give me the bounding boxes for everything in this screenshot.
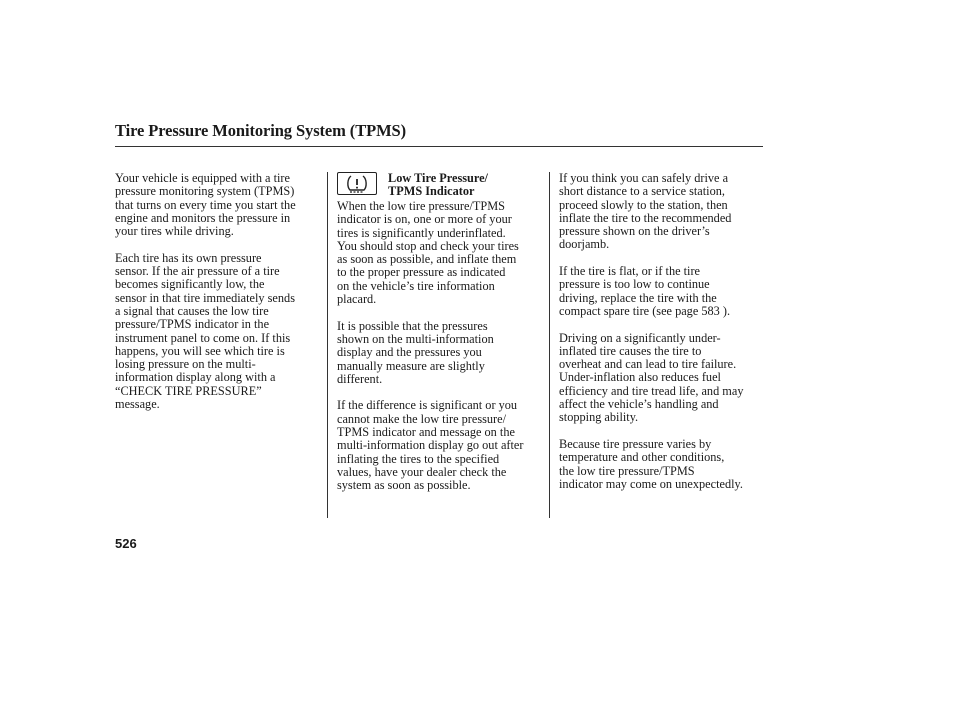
paragraph-drive-to-station: If you think you can safely drive a short distance to a service station, proceed slowly to the station, then inflate the tire to the recommended pressure shown on the driver’s doorjamb. — [559, 171, 732, 252]
paragraph-underinflation-warning: Driving on a significantly under- inflated tire causes the tire to overheat and can lead to tire failure. Under-inflation also reduces fuel efficiency and tire tread life, and may affect the vehicle’s handling and stopping ability. — [559, 330, 744, 425]
tire-pressure-symbol — [344, 175, 370, 193]
paragraph-temperature-variation: Because tire pressure varies by temperature and other conditions, the low tire pressure/TPMS indicator may come on unexpectedly. — [559, 436, 743, 491]
paragraph-indicator-on: When the low tire pressure/TPMS indicator is on, one or more of your tires is significantly underinflated. You should stop and check your tires as soon as possible, and inflate them to the proper pressure as indicated on the vehicle’s tire information placard. — [337, 199, 519, 307]
paragraph-tpms-intro: Your vehicle is equipped with a tire pressure monitoring system (TPMS) that turns on every time you start the engine and monitors the pressure in your tires while driving. — [115, 171, 296, 239]
column-2 — [337, 172, 545, 506]
paragraph-tire-sensor: Each tire has its own pressure sensor. If the air pressure of a tire becomes significantly low, the sensor in that tire immediately sends a signal that causes the low tire pressure/TPMS indicator in the instrument panel to come on. If this happens, you will see which tire is losing pressure on the multi- information display along with a “CHECK TIRE PRESSURE” message. — [115, 250, 295, 412]
paragraph-flat-tire: If the tire is flat, or if the tire pressure is too low to continue driving, replace the tire with the compact spare tire (see page 583 ). — [559, 264, 731, 318]
paragraph-pressure-difference: It is possible that the pressures shown on the multi-information display and the pressures you manually measure are slightly different. — [337, 318, 494, 386]
low-tire-pressure-icon — [337, 172, 377, 195]
column-1 — [115, 172, 325, 425]
page-title: Tire Pressure Monitoring System (TPMS) — [115, 121, 407, 140]
page-number: 526 — [115, 536, 137, 551]
indicator-label: Low Tire Pressure/ TPMS Indicator — [388, 171, 488, 199]
title-divider — [115, 146, 763, 147]
column-divider-1 — [327, 172, 328, 518]
paragraph-dealer-check: If the difference is significant or you cannot make the low tire pressure/ TPMS indicator and message on the multi-information display go out after inflating the tires to the specified values, have your dealer check the system as soon as possible. — [337, 398, 524, 493]
indicator-heading — [337, 172, 545, 200]
column-divider-2 — [549, 172, 550, 518]
column-3 — [559, 172, 765, 504]
